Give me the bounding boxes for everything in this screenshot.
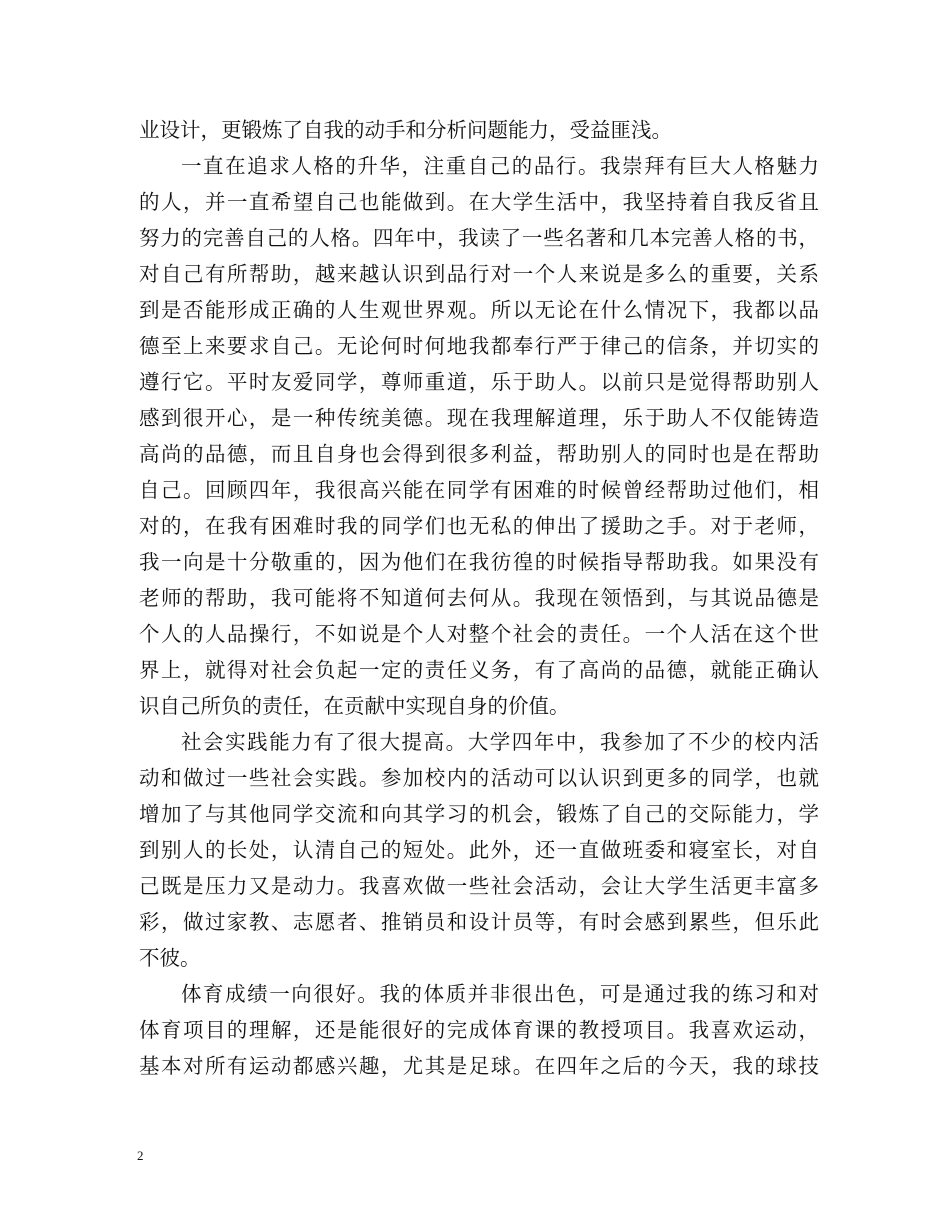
text-line: 不彼。 — [139, 946, 201, 970]
text-line: 体育成绩一向很好。我的体质并非很出色，可是通过我的练习和对 — [181, 982, 819, 1006]
text-line: 德至上来要求自己。无论何时何地我都奉行严于律己的信条，并切实的 — [139, 334, 819, 358]
text-line: 努力的完善自己的人格。四年中，我读了一些名著和几本完善人格的书， — [139, 226, 819, 250]
text-line: 彩，做过家教、志愿者、推销员和设计员等，有时会感到累些，但乐此 — [139, 910, 819, 934]
page-number: 2 — [137, 1148, 144, 1163]
text-line: 增加了与其他同学交流和向其学习的机会，锻炼了自己的交际能力，学 — [139, 802, 819, 826]
text-line: 高尚的品德，而且自身也会得到很多利益，帮助别人的同时也是在帮助 — [139, 442, 819, 466]
text-line: 动和做过一些社会实践。参加校内的活动可以认识到更多的同学，也就 — [139, 766, 819, 790]
text-line: 体育项目的理解，还是能很好的完成体育课的教授项目。我喜欢运动， — [139, 1018, 819, 1042]
text-line: 社会实践能力有了很大提高。大学四年中，我参加了不少的校内活 — [181, 730, 819, 754]
text-line: 界上，就得对社会负起一定的责任义务，有了高尚的品德，就能正确认 — [139, 658, 819, 682]
text-line: 个人的人品操行，不如说是个人对整个社会的责任。一个人活在这个世 — [139, 622, 819, 646]
text-line: 对自己有所帮助，越来越认识到品行对一个人来说是多么的重要，关系 — [139, 262, 819, 286]
text-line: 老师的帮助，我可能将不知道何去何从。我现在领悟到，与其说品德是 — [139, 586, 819, 610]
text-line: 到别人的长处，认清自己的短处。此外，还一直做班委和寝室长，对自 — [139, 838, 819, 862]
text-line: 感到很开心，是一种传统美德。现在我理解道理，乐于助人不仅能铸造 — [139, 406, 819, 430]
document-body — [139, 112, 819, 1084]
text-line: 的人，并一直希望自己也能做到。在大学生活中，我坚持着自我反省且 — [139, 190, 819, 214]
text-line: 对的，在我有困难时我的同学们也无私的伸出了援助之手。对于老师， — [139, 514, 819, 538]
text-line: 己既是压力又是动力。我喜欢做一些社会活动，会让大学生活更丰富多 — [139, 874, 819, 898]
text-line: 自己。回顾四年，我很高兴能在同学有困难的时候曾经帮助过他们，相 — [139, 478, 819, 502]
text-line: 基本对所有运动都感兴趣，尤其是足球。在四年之后的今天，我的球技 — [139, 1054, 819, 1078]
text-line: 到是否能形成正确的人生观世界观。所以无论在什么情况下，我都以品 — [139, 298, 819, 322]
text-line: 我一向是十分敬重的，因为他们在我彷徨的时候指导帮助我。如果没有 — [139, 550, 819, 574]
text-line: 识自己所负的责任，在贡献中实现自身的价值。 — [139, 694, 570, 718]
text-line: 遵行它。平时友爱同学，尊师重道，乐于助人。以前只是觉得帮助别人 — [139, 370, 819, 394]
text-line: 一直在追求人格的升华，注重自己的品行。我崇拜有巨大人格魅力 — [181, 154, 819, 178]
text-line: 业设计，更锻炼了自我的动手和分析问题能力，受益匪浅。 — [139, 118, 672, 142]
